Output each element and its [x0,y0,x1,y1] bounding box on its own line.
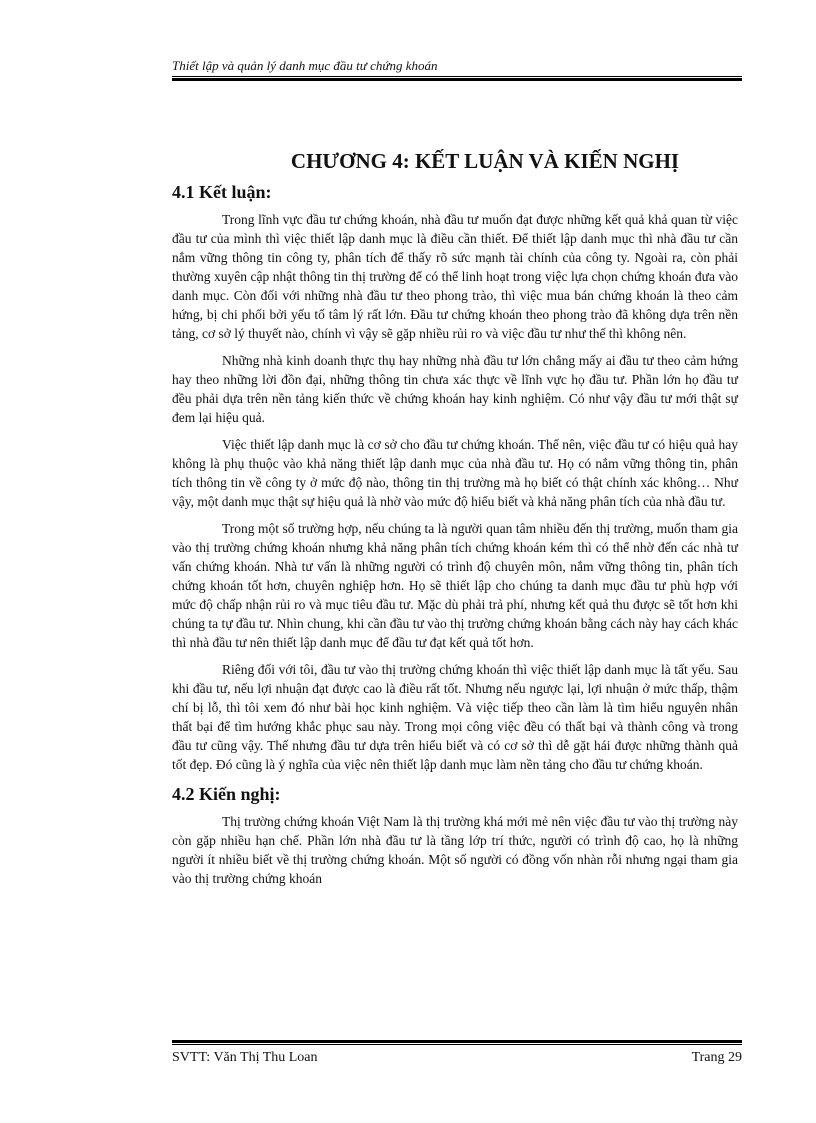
footer-rule-thick [172,1040,742,1043]
running-header-title: Thiết lập và quản lý danh mục đầu tư chứng khoán [172,58,438,73]
paragraph: Thị trường chứng khoán Việt Nam là thị trường khá mới mẻ nên việc đầu tư vào thị trường này còn gặp nhiều hạn chế. Phần lớn nhà đầu tư là tầng lớp trí thức, người có trình độ cao, họ là những người ít nhiều biết về thị trường chứng khoán. Một số người có đồng vốn nhàn rỗi nhưng ngại tham gia vào thị trường chứng khoán [172,814,738,886]
header-rule-thick [172,78,742,81]
chapter-title: CHƯƠNG 4: KẾT LUẬN VÀ KIẾN NGHỊ [290,149,680,173]
paragraph: Riêng đối với tôi, đầu tư vào thị trường chứng khoán thì việc thiết lập danh mục là tất yếu. Sau khi đầu tư, nếu lợi nhuận đạt được cao là điều rất tốt. Nhưng nếu ngược lại, lợi nhuận ở mức thấp, thậm chí bị lỗ, thì tôi xem đó như bài học kinh nghiệm. Và việc tiếp theo cần làm là tìm hiểu nguyên nhân thất bại để tìm hướng khắc phục sau này. Trong mọi công việc đều có thất bại và thành công và trong đầu tư cũng vậy. Thế nhưng đầu tư dựa trên hiểu biết và có cơ sở thì dễ gặt hái được những thành quả tốt đẹp. Đó cũng là ý nghĩa của việc nên thiết lập danh mục làm nền tảng cho đầu tư chứng khoán. [172,662,738,772]
footer-rule-thin [172,1044,742,1045]
paragraph: Trong lĩnh vực đầu tư chứng khoán, nhà đầu tư muốn đạt được những kết quả khả quan từ việc đầu tư của mình thì việc thiết lập danh mục là điều cần thiết. Để thiết lập danh mục thì nhà đầu tư cần nắm vững thông tin công ty, phân tích để thấy rõ sức mạnh tài chính của công ty. Ngoài ra, còn phải thường xuyên cập nhật thông tin thị trường để có thể linh hoạt trong việc lựa chọn chứng khoán đưa vào danh mục. Còn đối với những nhà đầu tư theo phong trào, thì việc mua bán chứng khoán là theo cảm hứng, bị chi phối bởi yếu tố tâm lý rất lớn. Đầu tư chứng khoán theo phong trào đã không dựa trên nền tảng, cơ sở lý thuyết nào, chính vì vậy sẽ gặp nhiều rủi ro và việc đầu tư như thế thì không nên. [172,212,738,341]
footer-author: SVTT: Văn Thị Thu Loan [172,1050,318,1065]
paragraph: Những nhà kinh doanh thực thụ hay những nhà đầu tư lớn chẳng mấy ai đầu tư theo cảm hứng hay theo những lời đồn đại, những thông tin chưa xác thực về lĩnh vực họ đầu tư. Phần lớn họ đầu tư đều phải dựa trên nền tảng kiến thức về chứng khoán hay kinh nghiệm. Có như vậy đầu tư mới thật sự đem lại hiệu quả. [172,353,738,425]
footer-row [172,1049,742,1067]
page-footer [172,1040,742,1067]
section-heading-conclusion: 4.1 Kết luận: [172,182,272,202]
footer-rules [172,1040,742,1045]
paragraph: Trong một số trường hợp, nếu chúng ta là người quan tâm nhiều đến thị trường, muốn tham gia vào thị trường chứng khoán nhưng khả năng phân tích chứng khoán kém thì có thể nhờ đến các nhà tư vấn chứng khoán. Nhà tư vấn là những người có trình độ chuyên môn, nắm vững thông tin, phân tích chứng khoán tốt hơn, chuyên nghiệp hơn. Họ sẽ thiết lập cho chúng ta danh mục đầu tư phù hợp với mức độ chấp nhận rủi ro và mục tiêu đầu tư. Mặc dù phải trả phí, nhưng kết quả thu được sẽ tốt hơn khi chúng ta tự đầu tư. Nhìn chung, khi cần đầu tư vào thị trường chứng khoán bằng cách này hay cách khác thì nhà đầu tư nên thiết lập danh mục để đầu tư đạt kết quả tốt hơn. [172,521,738,650]
section-heading-recommendation: 4.2 Kiến nghị: [172,784,281,804]
page-header [172,58,742,81]
header-rule-thin [172,76,742,77]
paragraph: Việc thiết lập danh mục là cơ sở cho đầu tư chứng khoán. Thế nên, việc đầu tư có hiệu quả hay không là phụ thuộc vào khả năng thiết lập danh mục của nhà đầu tư. Họ có nắm vững thông tin, phân tích thông tin về công ty ở mức độ nào, thông tin thị trường mà họ biết có thật chính xác không… Như vậy, một danh mục thật sự hiệu quả là nhờ vào mức độ hiểu biết và khả năng phân tích của nhà đầu tư. [172,437,738,509]
page-content [172,146,738,896]
footer-page-number: Trang 29 [691,1050,742,1065]
